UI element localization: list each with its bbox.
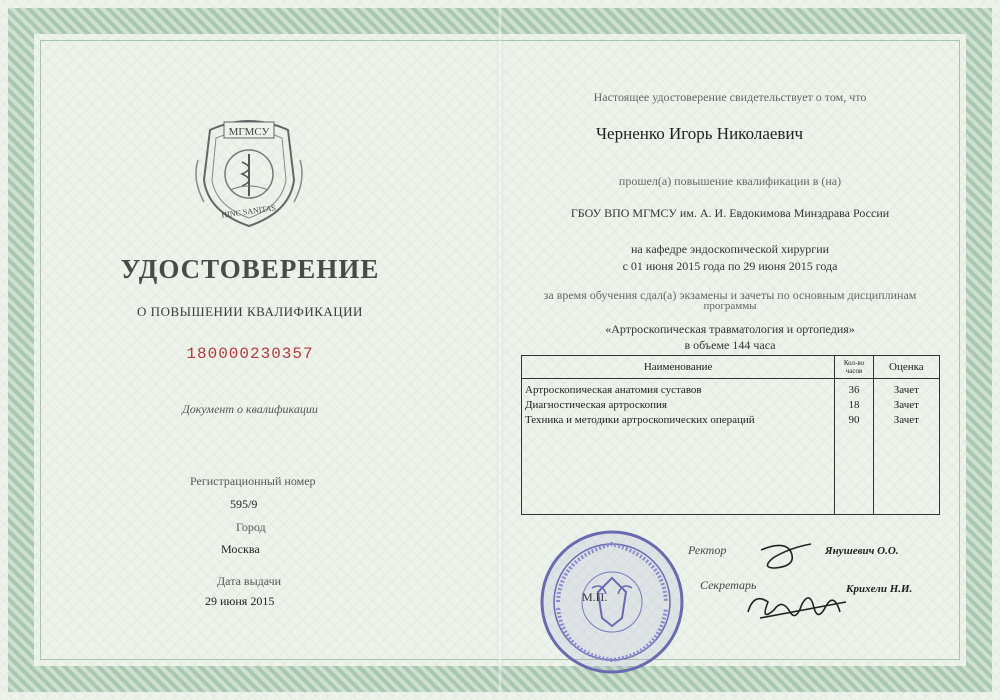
hours-cell: 90 xyxy=(835,413,874,515)
secretary-signature-icon xyxy=(740,582,852,630)
university-emblem-icon xyxy=(190,110,308,230)
discipline-cell: Диагностическая артроскопия xyxy=(522,398,835,413)
table-row xyxy=(522,413,940,515)
grades-table xyxy=(521,355,940,515)
document-type: Документ о квалификации xyxy=(182,402,318,416)
stamp-place-label: М.П. xyxy=(582,590,608,604)
registration-label: Регистрационный номер xyxy=(190,474,316,488)
exams-text-line2: программы xyxy=(703,300,757,312)
exams-text-line1: за время обучения сдал(а) экзамены и зачеты по основным дисциплинам xyxy=(543,288,917,302)
grade-cell: Зачет xyxy=(873,398,939,413)
official-seal-stamp xyxy=(538,528,686,676)
hours-cell: 18 xyxy=(835,398,874,413)
program-volume: в объеме 144 часа xyxy=(684,338,776,352)
center-fold xyxy=(497,8,503,692)
hours-cell: 36 xyxy=(835,379,874,399)
header-discipline: Наименование xyxy=(522,356,835,379)
table-header-row xyxy=(522,356,940,379)
discipline-cell: Артроскопическая анатомия суставов xyxy=(522,379,835,399)
department-name: на кафедре эндоскопической хирургии xyxy=(630,242,830,256)
issue-date-value: 29 июня 2015 xyxy=(205,594,275,608)
grade-cell: Зачет xyxy=(873,413,939,515)
rector-label: Ректор xyxy=(688,543,727,557)
intro-text: Настоящее удостоверение свидетельствует о том, что xyxy=(593,90,867,104)
certificate-title: УДОСТОВЕРЕНИЕ xyxy=(120,254,380,284)
program-name: «Артроскопическая травматология и ортопедия» xyxy=(605,322,855,336)
passed-text: прошел(а) повышение квалификации в (на) xyxy=(618,174,842,188)
city-label: Город xyxy=(236,520,266,534)
secretary-label: Секретарь xyxy=(700,578,757,592)
table-row xyxy=(522,398,940,413)
header-hours: Кол-во часов xyxy=(835,356,874,379)
table-row xyxy=(522,379,940,399)
secretary-name: Крихели Н.И. xyxy=(846,583,913,595)
institution-name: ГБОУ ВПО МГМСУ им. А. И. Евдокимова Минздрава России xyxy=(570,206,890,220)
grade-cell: Зачет xyxy=(873,379,939,399)
registration-value: 595/9 xyxy=(230,497,258,511)
certificate-subtitle: О ПОВЫШЕНИИ КВАЛИФИКАЦИИ xyxy=(137,304,363,319)
issue-date-label: Дата выдачи xyxy=(217,574,282,588)
city-value: Москва xyxy=(221,542,260,556)
serial-number: 180000230357 xyxy=(186,345,314,363)
emblem-top-text: МГМСУ xyxy=(228,126,270,138)
training-period: с 01 июня 2015 года по 29 июня 2015 года xyxy=(622,259,838,273)
emblem-bottom-text: HINC SANITAS xyxy=(220,203,277,220)
rector-name: Янушевич О.О. xyxy=(825,545,899,557)
holder-name: Черненко Игорь Николаевич xyxy=(596,124,804,143)
header-grade: Оценка xyxy=(873,356,939,379)
discipline-cell: Техника и методики артроскопических операций xyxy=(522,413,835,515)
rector-signature-icon xyxy=(755,538,815,572)
